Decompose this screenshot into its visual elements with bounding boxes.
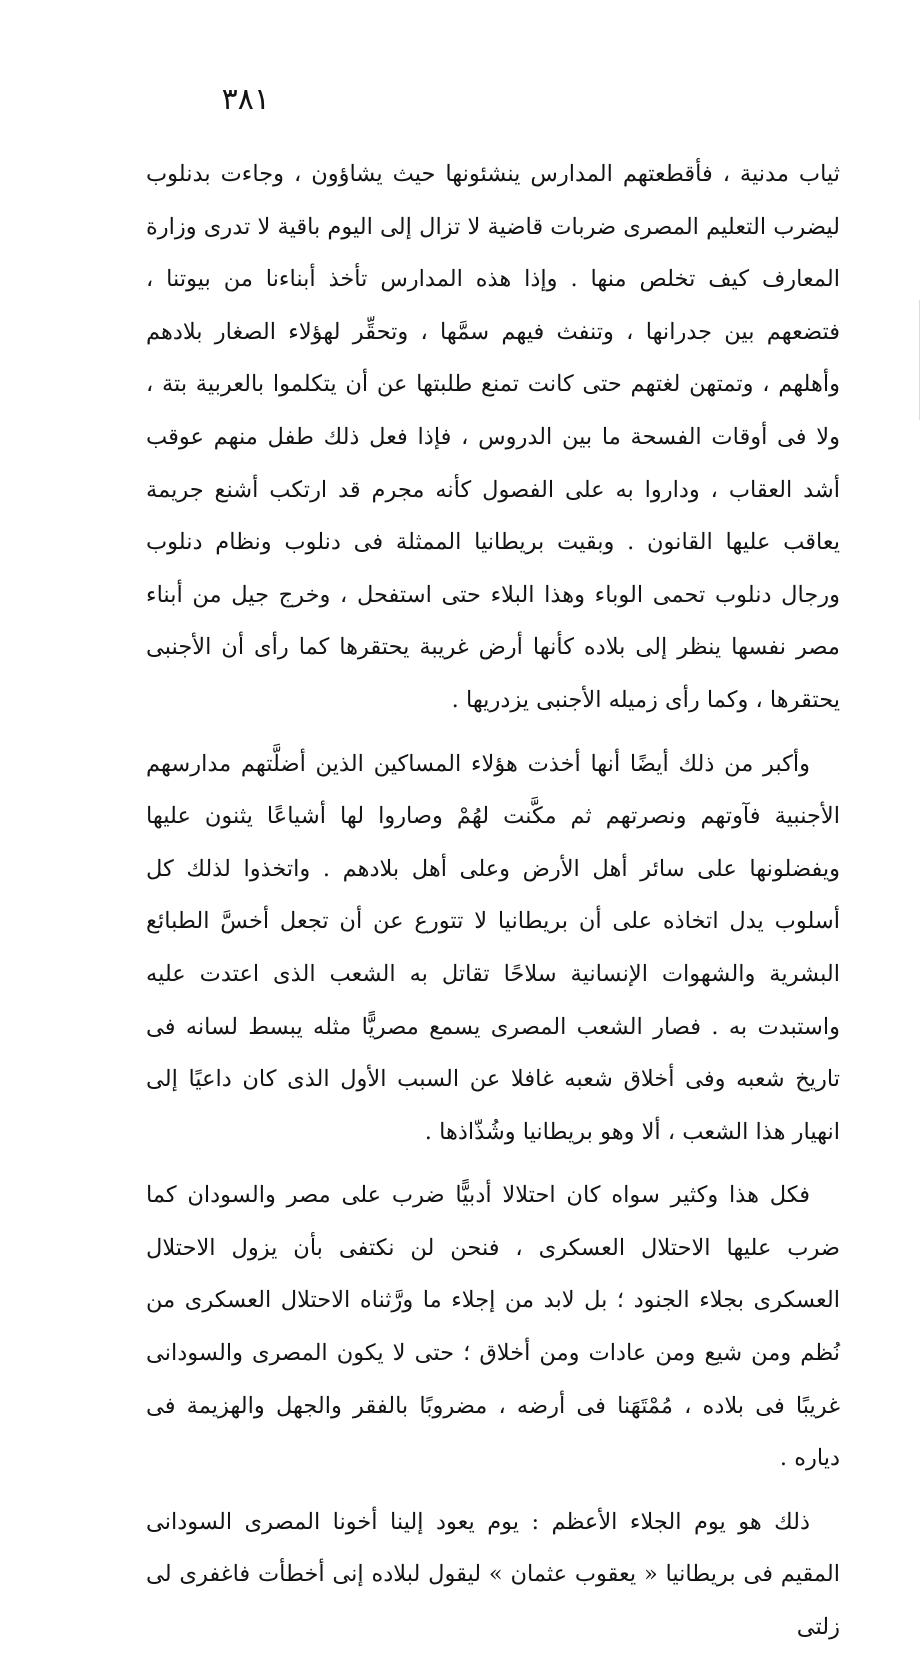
page-edge-shadow	[919, 300, 920, 420]
page-body	[146, 148, 840, 1654]
paragraph-2: وأكبر من ذلك أيضًا أنها أخذت هؤلاء المساكين الذين أضلَّتهم مدارسهم الأجنبية فآوتهم ونصرتهم ثم مكَّنت لهُمْ وصاروا لها أشياعًا يثنون عليها ويفضلونها على سائر أهل الأرض وعلى أهل بلادهم . واتخذوا لذلك كل أسلوب يدل اتخاذه على أن بريطانيا لا تتورع عن أن تجعل أخسَّ الطبائع البشرية والشهوات الإنسانية سلاحًا تقاتل به الشعب الذى اعتدت عليه واستبدت به . فصار الشعب المصرى يسمع مصريًّا مثله يبسط لسانه فى تاريخ شعبه وفى أخلاق شعبه غافلا عن السبب الأول الذى كان داعيًا إلى انهيار هذا الشعب ، ألا وهو بريطانيا وشُذّاذها .	[146, 750, 840, 1145]
page-number: ٣٨١	[221, 82, 270, 117]
paragraph-4: ذلك هو يوم الجلاء الأعظم : يوم يعود إلينا أخونا المصرى السودانى المقيم فى بريطانيا « يعقوب عثمان » ليقول لبلاده إنى أخطأت فاغفرى لى زلتى	[146, 1508, 840, 1641]
paragraph-3: فكل هذا وكثير سواه كان احتلالا أدبيًّا ضرب على مصر والسودان كما ضرب عليها الاحتلال العسكرى ، فنحن لن نكتفى بأن يزول الاحتلال العسكرى بجلاء الجنود ؛ بل لابد من إجلاء ما ورَّثناه الاحتلال العسكرى من نُظم ومن شيع ومن عادات ومن أخلاق ؛ حتى لا يكون المصرى والسودانى غريبًا فى بلاده ، مُمْتَهَنا فى أرضه ، مضروبًا بالفقر والجهل والهزيمة فى دياره .	[146, 1182, 840, 1472]
paragraph-1: ثياب مدنية ، فأقطعتهم المدارس ينشئونها حيث يشاؤون ، وجاءت بدنلوب ليضرب التعليم المصرى ضربات قاضية لا تزال إلى اليوم باقية لا تدرى وزارة المعارف كيف تخلص منها . وإذا هذه المدارس تأخذ أبناءنا من بيوتنا ، فتضعهم بين جدرانها ، وتنفث فيهم سمَّها ، وتحقِّر لهؤلاء الصغار بلادهم وأهلهم ، وتمتهن لغتهم حتى كانت تمنع طلبتها عن أن يتكلموا بالعربية بتة ، ولا فى أوقات الفسحة ما بين الدروس ، فإذا فعل ذلك طفل منهم عوقب أشد العقاب ، وداروا به على الفصول كأنه مجرم قد ارتكب أشنع جريمة يعاقب عليها القانون . وبقيت بريطانيا الممثلة فى دنلوب ونظام دنلوب ورجال دنلوب تحمى الوباء وهذا البلاء حتى استفحل ، وخرج جيل من أبناء مصر نفسها ينظر إلى بلاده كأنها أرض غريبة يحتقرها كما رأى أن الأجنبى يحتقرها ، وكما رأى زميله الأجنبى يزدريها .	[146, 161, 840, 713]
